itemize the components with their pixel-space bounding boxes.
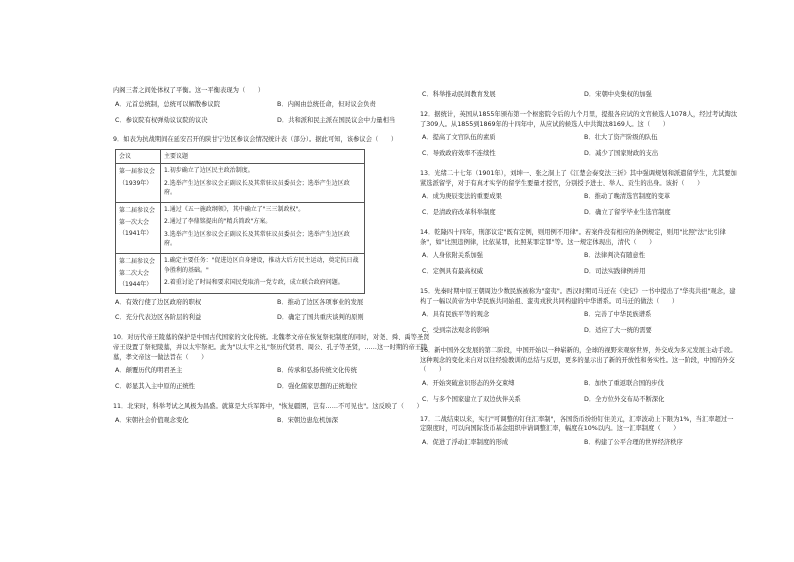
session-line: （1941年） (119, 229, 153, 237)
option: A．颠覆历代的明君圣主 (115, 367, 183, 375)
agenda-cell (161, 203, 365, 254)
question-10-stem: 10．对历代帝王陵墓的保护是中国古代国家的文化传统。北魏孝文帝在恢复祭祀制度的同时，对尧、舜、禹等圣贤帝王设置了祭祀陵墓，并以太牢祭祀。此为"以太牢之礼"祭历代贤君、周公、孔子等圣贤，……这一时期的帝王陵墓，孝文帝这一做法旨在（ ） (113, 334, 430, 361)
question-stem: 内阁三者之间处体权了平衡。这一平衡表现为（ ） (113, 87, 265, 94)
option: D．适应了大一统的需要 (584, 327, 652, 334)
question-14-stem: 14．乾隆四十四年，刑部议定"既有定例，则用例不用律"。若案件没有相应的条例规定，则用"比照"法"比引律条"，如"比照违例律，比依某罪，比照某罪定罪"等。这一规定体现出，清代（ ） (420, 228, 726, 246)
session-cell (116, 254, 161, 293)
question-9-stem: 9．如表为抗战期间在延安召开的陕甘宁边区参议会情况统计表（部分）。据此可知，该参议会（ ） (113, 136, 398, 144)
option: C．科举推动民间教育发展 (422, 91, 496, 98)
option: D．确立了留学毕业生选官制度 (584, 209, 671, 216)
question-12-stem: 12．据统计，英国从1855年颁布第一个枢密院令后的九个月里，提报各应试的文官候选人1078人，经过考试淘汰了309人。从1855到1869年的十四年中，从应试的候选人中共淘汰8169人。这（ ） (420, 110, 738, 128)
option: A．有效行使了边区政府的职权 (115, 298, 202, 306)
option: D．全方位外交布局不断深化 (584, 395, 665, 403)
option-list (420, 133, 738, 159)
option: C．定例具有最高权威 (422, 268, 484, 275)
table-row (116, 254, 365, 293)
option: B．壮大了资产阶级的队伍 (584, 134, 658, 142)
option: A．人身依附关系加强 (422, 252, 483, 260)
question-17-stem: 17．二战结束以来，实行"可调整的钉住汇率制"，各国货币纷纷钉住美元，汇率波动上下限为1%，当汇率超过一定限度时，可以向国际货币基金组织申请调整汇率，幅度在10%以内。这一汇率制度（ ） (420, 415, 734, 433)
option-list (113, 416, 431, 426)
option: B．完善了中华民族谱系 (584, 311, 652, 319)
table-row (116, 203, 365, 254)
table-header-cell: 主要议题 (161, 150, 365, 164)
option-list (420, 192, 738, 218)
agenda-item: 1.确定主要任务："促进边区自身建设，推动大后方民主运动，奠定抗日战争胜利的基础。" (164, 257, 359, 274)
agenda-cell (161, 164, 365, 203)
option: C．是清政府改革科举制度 (422, 209, 496, 216)
session-line: 第二次大会 (119, 269, 150, 277)
option: A．元首总统制，总统可以解散参议院 (115, 100, 221, 108)
question-13-stem: 13．光绪二十七年（1901年），刘坤一、张之洞上了《江楚会奏变法三折》其中强调规划和派遣留学生，尤其要加紧选派留学，对于有真才实学的留学生要量才授官，分别授予进士、举人、贡生的出身。该折（ ） (420, 169, 737, 187)
option: A．具有民族平等的观念 (422, 311, 490, 319)
session-line: （1939年） (119, 179, 153, 187)
option-list (113, 100, 431, 126)
option: D．司法实践律例并用 (584, 268, 646, 275)
question-16-stem: 16．新中国外交发展的第二阶段，中国开始以一种崭新的，全球的视野来观察世界，外交成为多元发展主动手段。这种观念的变化来自对以往经验教训的总结与反思，更多的显示出了新的开放性和务实性。这一阶段，中国的外交（ ） (420, 346, 737, 374)
option: C．充分代表边区各阶层的利益 (115, 314, 202, 322)
agenda-item: 1.通过《五一施政纲领》，其中确立了"三三制政权"。 (164, 206, 305, 214)
option: C．参议院有权弹劾议议院的议决 (115, 116, 208, 124)
session-line: （1944年） (119, 281, 153, 289)
table-header-cell: 会议 (116, 150, 161, 164)
option: D．宋朝中央集权的加强 (584, 91, 652, 98)
option: B．法律判决有随意性 (584, 252, 645, 260)
agenda-item: 2.选举产生边区参议会正副议长及其常驻议员委员会；选举产生边区政府。 (164, 179, 350, 196)
option: C．彰显其入主中原的正统性 (115, 383, 195, 391)
session-line: 第二届参议会 (119, 207, 156, 215)
table-row (116, 164, 365, 203)
question-15-stem: 15．先秦时期中原王朝周边少数民族被称为"蛮夷"。西汉时期司马迁在《史记》一书中提出了"华夷共祖"观念，建构了一幅以黄帝为中华民族共同始祖、蛮夷戎狄共同构建的中华谱系。司马迁的做法（ ） (420, 287, 736, 305)
option: C．受到宗法观念的影响 (422, 327, 490, 334)
option-list (420, 251, 738, 277)
session-line: 第二届参议会 (119, 258, 156, 266)
right-column (420, 86, 738, 458)
table-header-row (116, 150, 365, 164)
option: D．共和派和民主派在国民议会中力量相当 (277, 116, 396, 124)
session-cell (116, 203, 161, 254)
option-list (113, 366, 431, 392)
option: D．确定了国共重庆谈判的原则 (277, 314, 364, 322)
agenda-item: 2.通过了李鼎铭提出的"精兵简政"方案。 (164, 218, 272, 226)
session-cell (116, 164, 161, 203)
option: B．推动了晚清选官制度的变革 (584, 193, 671, 201)
agenda-item: 3.选举产生边区参议会正副议长及其常驻议员委员会；选举产生边区政府。 (164, 230, 350, 248)
option-list (420, 379, 738, 405)
option: A．提高了文官队伍的素质 (422, 134, 496, 142)
option-list (113, 298, 431, 324)
session-line: 第一次大会 (119, 218, 150, 226)
option-list (420, 310, 738, 336)
option: B．传承和弘扬传统文化传统 (277, 367, 357, 375)
option: D．减少了国家财政的支出 (584, 150, 659, 157)
option: A．促进了浮动汇率制度的形成 (422, 439, 509, 446)
council-table (115, 149, 365, 294)
question-11-stem: 11．北宋时，科举考试之风极为昌盛。就算是大兵军阵中，"恢复疆圉，岂有……不可见也"。这反映了（ ） (113, 402, 423, 410)
option: B．内阁由总统任命，但对议会负责 (277, 100, 376, 108)
agenda-cell (161, 254, 365, 293)
left-column (113, 86, 431, 435)
agenda-item: 2.着重讨论了时局和要求国民党取消一党专政，成立联合政府问题。 (164, 278, 344, 286)
option-list (420, 90, 738, 100)
option: B．推动了边区各项事业的发展 (277, 298, 364, 306)
option: A．宋朝社会价值观念变化 (115, 416, 189, 424)
session-line: 第一届参议会 (119, 168, 156, 176)
option-list (420, 438, 738, 448)
option: C．与多个国家建立了双边伙伴关系 (422, 395, 521, 403)
agenda-item: 1.初步确立了边区民主政治制度。 (164, 167, 254, 175)
option: C．导致政府效率不连续性 (422, 150, 496, 157)
option: D．强化儒家思想的正统地位 (277, 383, 358, 391)
option: A．成为庚辰变法的重要成果 (422, 193, 502, 201)
option: B．构建了公平合理的世界经济秩序 (584, 439, 683, 446)
option: B．宋朝边患危机加深 (277, 416, 338, 424)
option: B．加快了重返联合国的步伐 (584, 380, 664, 387)
option: A．开始突破意识形态的外交束缚 (422, 380, 515, 387)
